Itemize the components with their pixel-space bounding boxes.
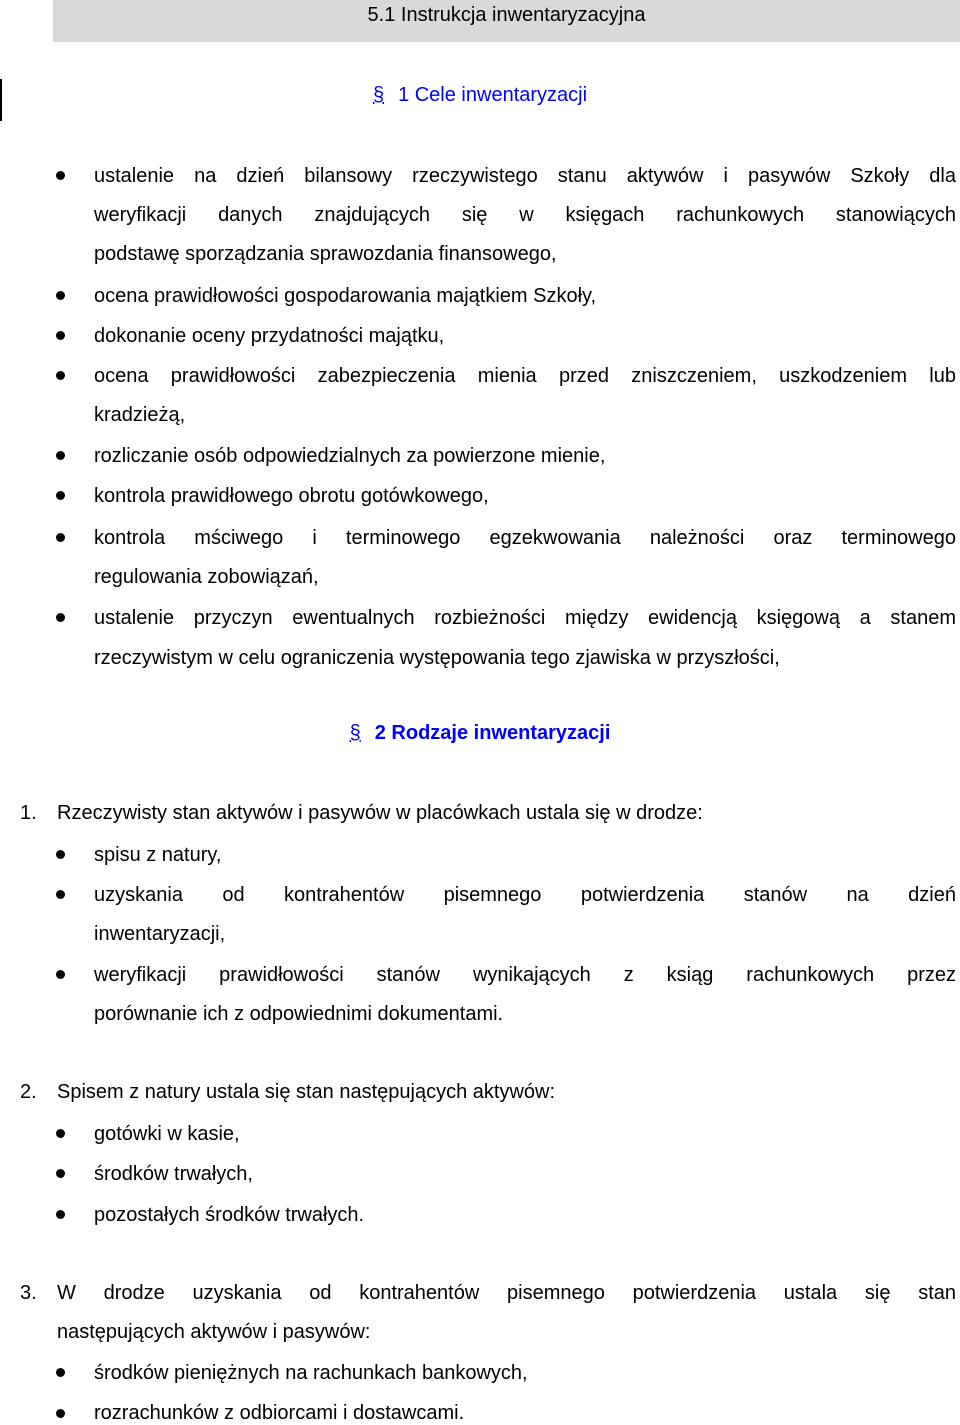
list-item-line: ocena prawidłowości zabezpieczenia mienia przed zniszczeniem, uszkodzeniem lub [94,365,956,387]
list-item-line: inwentaryzacji, [94,923,226,945]
list-item-line: pozostałych środków trwałych. [94,1204,365,1226]
bullet [56,1210,65,1219]
list-item-line: środków pieniężnych na rachunkach bankowych, [94,1362,528,1384]
list-item-line: podstawę sporządzania sprawozdania finansowego, [94,243,557,265]
list-item-line: ustalenie na dzień bilansowy rzeczywistego stanu aktywów i pasywów Szkoły dla [94,165,956,187]
header-bar [53,0,960,42]
list-item-line: środków trwałych, [94,1163,253,1185]
bullet [56,1169,65,1178]
bullet [56,1368,65,1377]
list-item-line: kontrola mściwego i terminowego egzekwowania należności oraz terminowego [94,527,956,549]
bullet [56,613,65,622]
list-item-line: ocena prawidłowości gospodarowania majątkiem Szkoły, [94,285,597,307]
bullet [56,171,65,180]
bullet [56,1129,65,1138]
bullet [56,291,65,300]
list-item-line: rozliczanie osób odpowiedzialnych za powierzone mienie, [94,445,606,467]
point-number: 2. [20,1081,37,1103]
section-2-title: 2 Rodzaje inwentaryzacji [374,722,611,744]
list-item-line: regulowania zobowiązań, [94,566,319,588]
list-item-line: gotówki w kasie, [94,1123,240,1145]
point-text: Rzeczywisty stan aktywów i pasywów w placówkach ustala się w drodze: [57,802,703,824]
section-symbol: § [349,722,361,744]
bullet [56,1409,65,1418]
list-item-line: spisu z natury, [94,844,222,866]
list-item-line: dokonanie oceny przydatności majątku, [94,325,445,347]
section-2-heading [0,722,960,745]
section-1-title: 1 Cele inwentaryzacji [398,84,588,106]
list-item-line: weryfikacji danych znajdujących się w księgach rachunkowych stanowiących [94,204,956,226]
bullet [56,850,65,859]
point-text: W drodze uzyskania od kontrahentów pisemnego potwierdzenia ustala się stan [57,1282,956,1304]
bullet [56,533,65,542]
list-item-line: rozrachunków z odbiorcami i dostawcami. [94,1402,465,1424]
bullet [56,491,65,500]
list-item-line: ustalenie przyczyn ewentualnych rozbieżności między ewidencją księgową a stanem [94,607,956,629]
point-text: Spisem z natury ustala się stan następujących aktywów: [57,1081,556,1103]
list-item-line: rzeczywistym w celu ograniczenia występowania tego zjawiska w przyszłości, [94,647,780,669]
list-item-line: weryfikacji prawidłowości stanów wynikających z ksiąg rachunkowych przez [94,964,956,986]
bullet [56,371,65,380]
document-title: 5.1 Instrukcja inwentaryzacyjna [367,4,646,26]
point-number: 1. [20,802,37,824]
list-item-line: kradzieżą, [94,404,186,426]
section-1-heading [0,84,960,107]
bullet [56,451,65,460]
bullet [56,970,65,979]
point-text: następujących aktywów i pasywów: [57,1321,371,1343]
list-item-line: porównanie ich z odpowiednimi dokumentami. [94,1003,504,1025]
bullet [56,331,65,340]
section-symbol: § [372,84,385,106]
point-number: 3. [20,1282,37,1304]
list-item-line: kontrola prawidłowego obrotu gotówkowego, [94,485,489,507]
list-item-line: uzyskania od kontrahentów pisemnego potwierdzenia stanów na dzień [94,884,956,906]
bullet [56,890,65,899]
